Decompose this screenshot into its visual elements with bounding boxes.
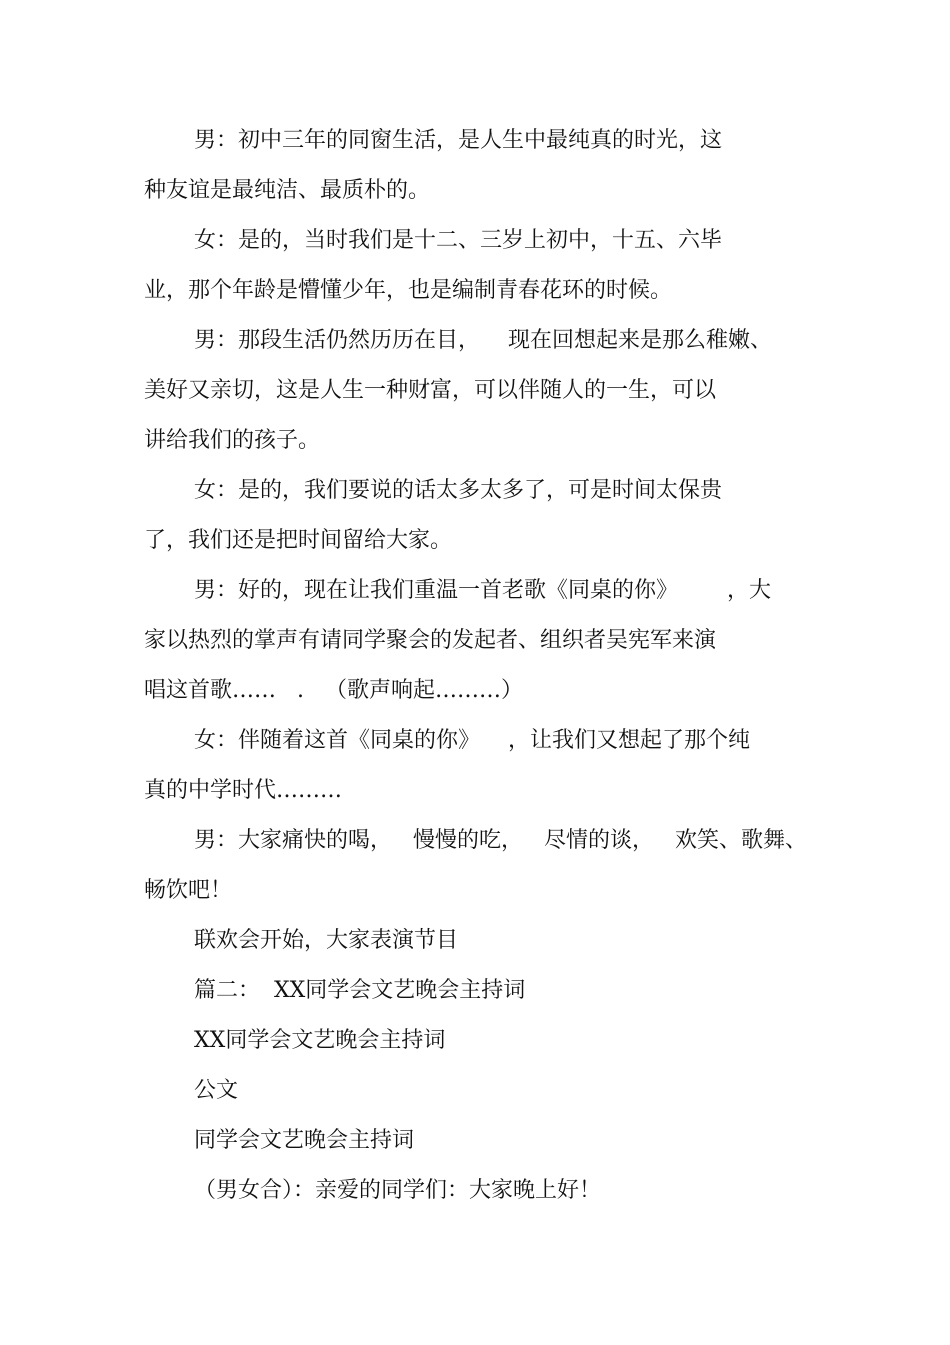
text-line: 联欢会开始，大家表演节目 — [194, 928, 459, 953]
text-line: 种友谊是最纯洁、最质朴的。 — [144, 178, 431, 203]
text-line: 女：是的，当时我们是十二、三岁上初中，十五、六毕 — [194, 228, 723, 253]
text-line: 唱这首歌…… . （歌声响起………） — [144, 678, 523, 703]
text-line: 真的中学时代……… — [144, 778, 343, 803]
text-line: 家以热烈的掌声有请同学聚会的发起者、组织者吴宪军来演 — [144, 628, 717, 653]
text-line: （男女合）：亲爱的同学们：大家晚上好！ — [194, 1178, 602, 1203]
text-line: 美好又亲切，这是人生一种财富，可以伴随人的一生，可以 — [144, 378, 717, 403]
section-subtitle: 同学会文艺晚会主持词 — [194, 1128, 415, 1153]
text-line: 畅饮吧！ — [144, 878, 233, 903]
section-title: XX同学会文艺晚会主持词 — [194, 1028, 446, 1053]
text-line: 女：伴随着这首《同桌的你》 ，让我们又想起了那个纯 — [194, 728, 750, 753]
text-line: 男：初中三年的同窗生活，是人生中最纯真的时光，这 — [194, 128, 723, 153]
text-line: 了，我们还是把时间留给大家。 — [144, 528, 453, 553]
text-line: 业，那个年龄是懵懂少年，也是编制青春花环的时候。 — [144, 278, 673, 303]
text-line: 男：大家痛快的喝， 慢慢的吃， 尽情的谈， 欢笑、歌舞、 — [194, 828, 807, 853]
text-line: 男：那段生活仍然历历在目， 现在回想起来是那么稚嫩、 — [194, 328, 772, 353]
category-label: 公文 — [194, 1078, 239, 1103]
section-heading: 篇二： XX同学会文艺晚会主持词 — [194, 978, 526, 1003]
text-line: 女：是的，我们要说的话太多太多了，可是时间太保贵 — [194, 478, 723, 503]
text-line: 男：好的，现在让我们重温一首老歌《同桌的你》 ，大 — [194, 578, 771, 603]
text-line: 讲给我们的孩子。 — [144, 428, 321, 453]
